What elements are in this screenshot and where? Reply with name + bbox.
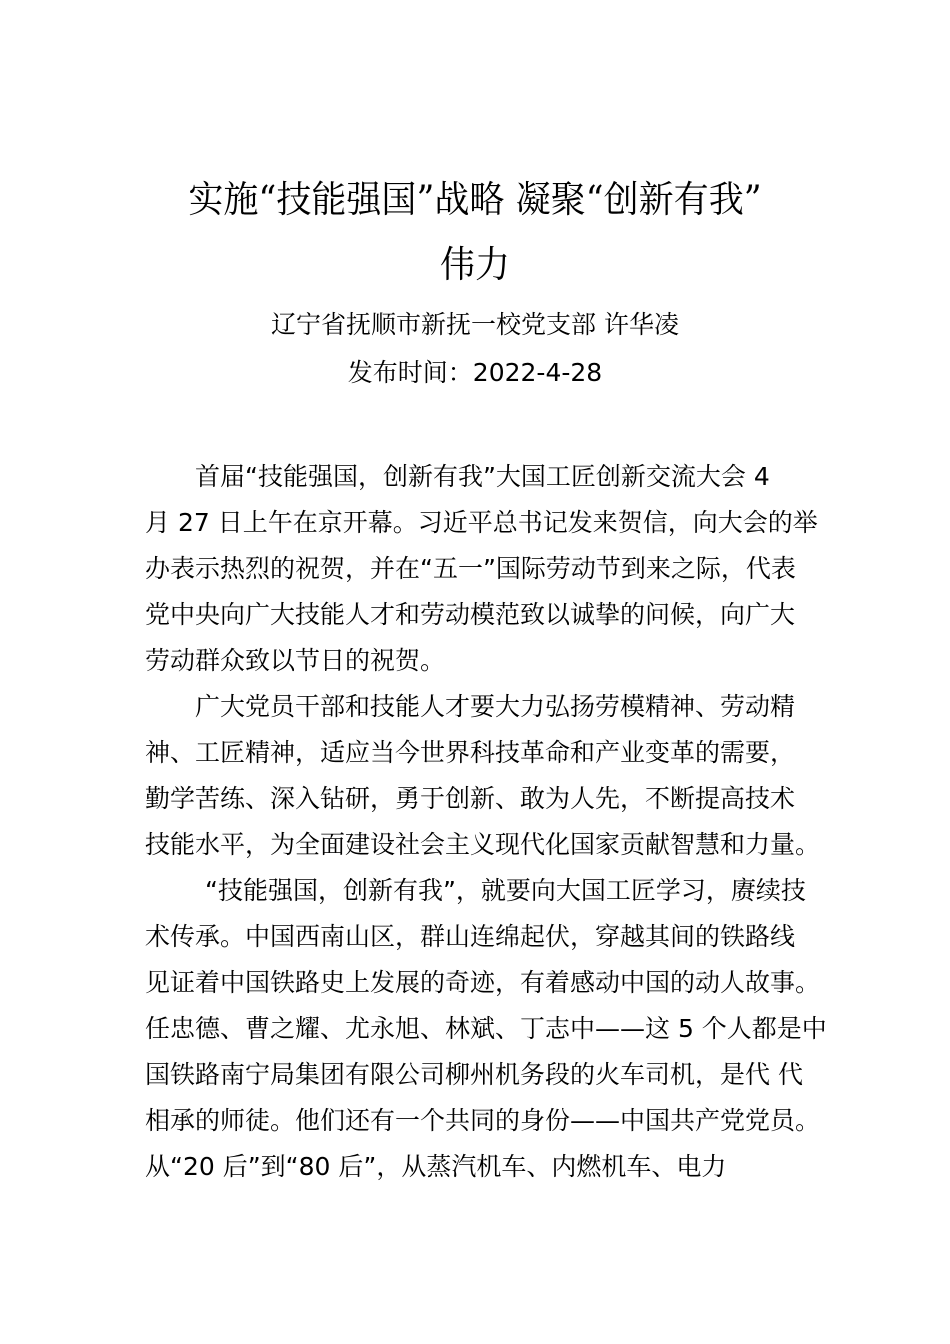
body-line-12: 见证着中国铁路史上发展的奇迹，有着感动中国的动人故事。 [145, 968, 821, 997]
body-line-10: “技能强国，创新有我”，就要向大国工匠学习，赓续技 [205, 876, 806, 905]
title-line-2: 伟力 [439, 243, 511, 286]
author-line: 辽宁省抚顺市新抚一校党支部 许华凌 [271, 310, 679, 339]
body-line-7: 神、工匠精神，适应当今世界科技革命和产业变革的需要， [145, 738, 796, 767]
publish-time: 发布时间：2022-4-28 [347, 358, 603, 387]
body-line-11: 术传承。中国西南山区，群山连绵起伏，穿越其间的铁路线 [145, 922, 796, 951]
body-line-3: 办表示热烈的祝贺，并在“五一”国际劳动节到来之际，代表 [145, 554, 796, 583]
body-line-13: 任忠德、曹之耀、尤永旭、林斌、丁志中——这 5 个人都是中 [145, 1014, 827, 1043]
body-line-9: 技能水平，为全面建设社会主义现代化国家贡献智慧和力量。 [145, 830, 821, 859]
body-line-1: 首届“技能强国，创新有我”大国工匠创新交流大会 4 [195, 462, 770, 491]
title-line-1: 实施“技能强国”战略 凝聚“创新有我” [188, 178, 762, 221]
body-line-15: 相承的师徒。他们还有一个共同的身份——中国共产党党员。 [145, 1106, 821, 1135]
body-line-4: 党中央向广大技能人才和劳动模范致以诚挚的问候，向广大 [145, 600, 796, 629]
body-line-8: 勤学苦练、深入钻研，勇于创新、敢为人先，不断提高技术 [145, 784, 796, 813]
body-line-2: 月 27 日上午在京开幕。习近平总书记发来贺信，向大会的举 [145, 508, 818, 537]
body-line-5: 劳动群众致以节日的祝贺。 [145, 646, 446, 675]
body-line-16: 从“20 后”到“80 后”，从蒸汽机车、内燃机车、电力 [145, 1152, 727, 1181]
body-line-14: 国铁路南宁局集团有限公司柳州机务段的火车司机，是代 代 [145, 1060, 803, 1089]
body-line-6: 广大党员干部和技能人才要大力弘扬劳模精神、劳动精 [195, 692, 796, 721]
